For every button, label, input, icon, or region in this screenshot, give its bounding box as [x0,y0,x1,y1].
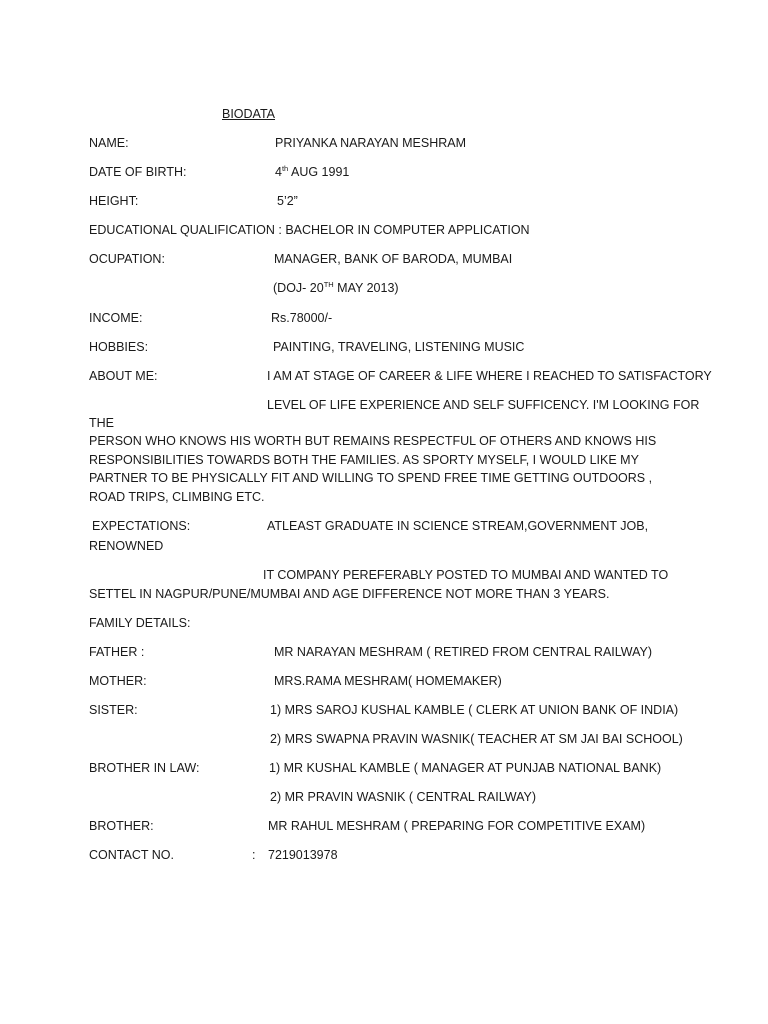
about-label: ABOUT ME: [89,369,158,383]
brother-in-law-label: BROTHER IN LAW: [89,761,200,775]
sister-value-2: 2) MRS SWAPNA PRAVIN WASNIK( TEACHER AT SM JAI BAI SCHOOL) [270,732,683,746]
contact-value: 7219013978 [268,848,338,862]
hobbies-label: HOBBIES: [89,340,149,354]
name-value: PRIYANKA NARAYAN MESHRAM [275,136,467,150]
brother-in-law-value-1: 1) MR KUSHAL KAMBLE ( MANAGER AT PUNJAB NATIONAL BANK) [269,761,662,775]
brother-in-law-value-2: 2) MR PRAVIN WASNIK ( CENTRAL RAILWAY) [270,790,536,804]
family-heading: FAMILY DETAILS: [89,616,191,630]
education-line: EDUCATIONAL QUALIFICATION : BACHELOR IN COMPUTER APPLICATION [89,223,530,237]
document-title: BIODATA [222,107,276,121]
mother-value: MRS.RAMA MESHRAM( HOMEMAKER) [274,674,502,688]
occupation-value: MANAGER, BANK OF BARODA, MUMBAI [274,252,513,266]
expectations-line-2: RENOWNED [89,539,164,553]
height-value: 5’2” [277,194,298,208]
contact-label: CONTACT NO. [89,848,174,862]
hobbies-value: PAINTING, TRAVELING, LISTENING MUSIC [273,340,525,354]
sister-value-1: 1) MRS SAROJ KUSHAL KAMBLE ( CLERK AT UNION BANK OF INDIA) [270,703,679,717]
brother-label: BROTHER: [89,819,154,833]
contact-colon: : [252,848,256,862]
dob-value: 4th AUG 1991 [275,164,350,179]
expectations-line-1: ATLEAST GRADUATE IN SCIENCE STREAM,GOVERNMENT JOB, [267,519,649,533]
occupation-label: OCUPATION: [89,252,165,266]
sister-label: SISTER: [89,703,138,717]
income-value: Rs.78000/- [271,311,333,325]
dob-label: DATE OF BIRTH: [89,165,187,179]
expectations-line-3: IT COMPANY PEREFERABLY POSTED TO MUMBAI AND WANTED TO [263,568,669,582]
about-line-1: I AM AT STAGE OF CAREER & LIFE WHERE I REACHED TO SATISFACTORY [267,369,712,383]
expectations-line-4: SETTEL IN NAGPUR/PUNE/MUMBAI AND AGE DIFFERENCE NOT MORE THAN 3 YEARS. [89,587,610,601]
income-label: INCOME: [89,311,143,325]
about-line-3: THE [89,416,114,430]
expectations-label: EXPECTATIONS: [92,519,191,533]
name-label: NAME: [89,136,129,150]
brother-value: MR RAHUL MESHRAM ( PREPARING FOR COMPETITIVE EXAM) [268,819,646,833]
mother-label: MOTHER: [89,674,147,688]
about-line-2: LEVEL OF LIFE EXPERIENCE AND SELF SUFFICENCY. I'M LOOKING FOR [267,398,700,412]
doj-value: (DOJ- 20TH MAY 2013) [273,280,399,295]
about-paragraph: PERSON WHO KNOWS HIS WORTH BUT REMAINS RESPECTFUL OF OTHERS AND KNOWS HIS RESPONSIBILITIES TOWARDS BOTH THE FAMILIES. AS SPORTY MYSELF, I WOULD LIKE MY PARTNER TO BE PHYSICALLY FIT AND WILLING TO SPEND FREE TIME GETTING OUTDOORS , ROAD TRIPS, CLIMBING ETC. [89,434,657,504]
father-label: FATHER : [89,645,145,659]
father-value: MR NARAYAN MESHRAM ( RETIRED FROM CENTRAL RAILWAY) [274,645,653,659]
height-label: HEIGHT: [89,194,139,208]
